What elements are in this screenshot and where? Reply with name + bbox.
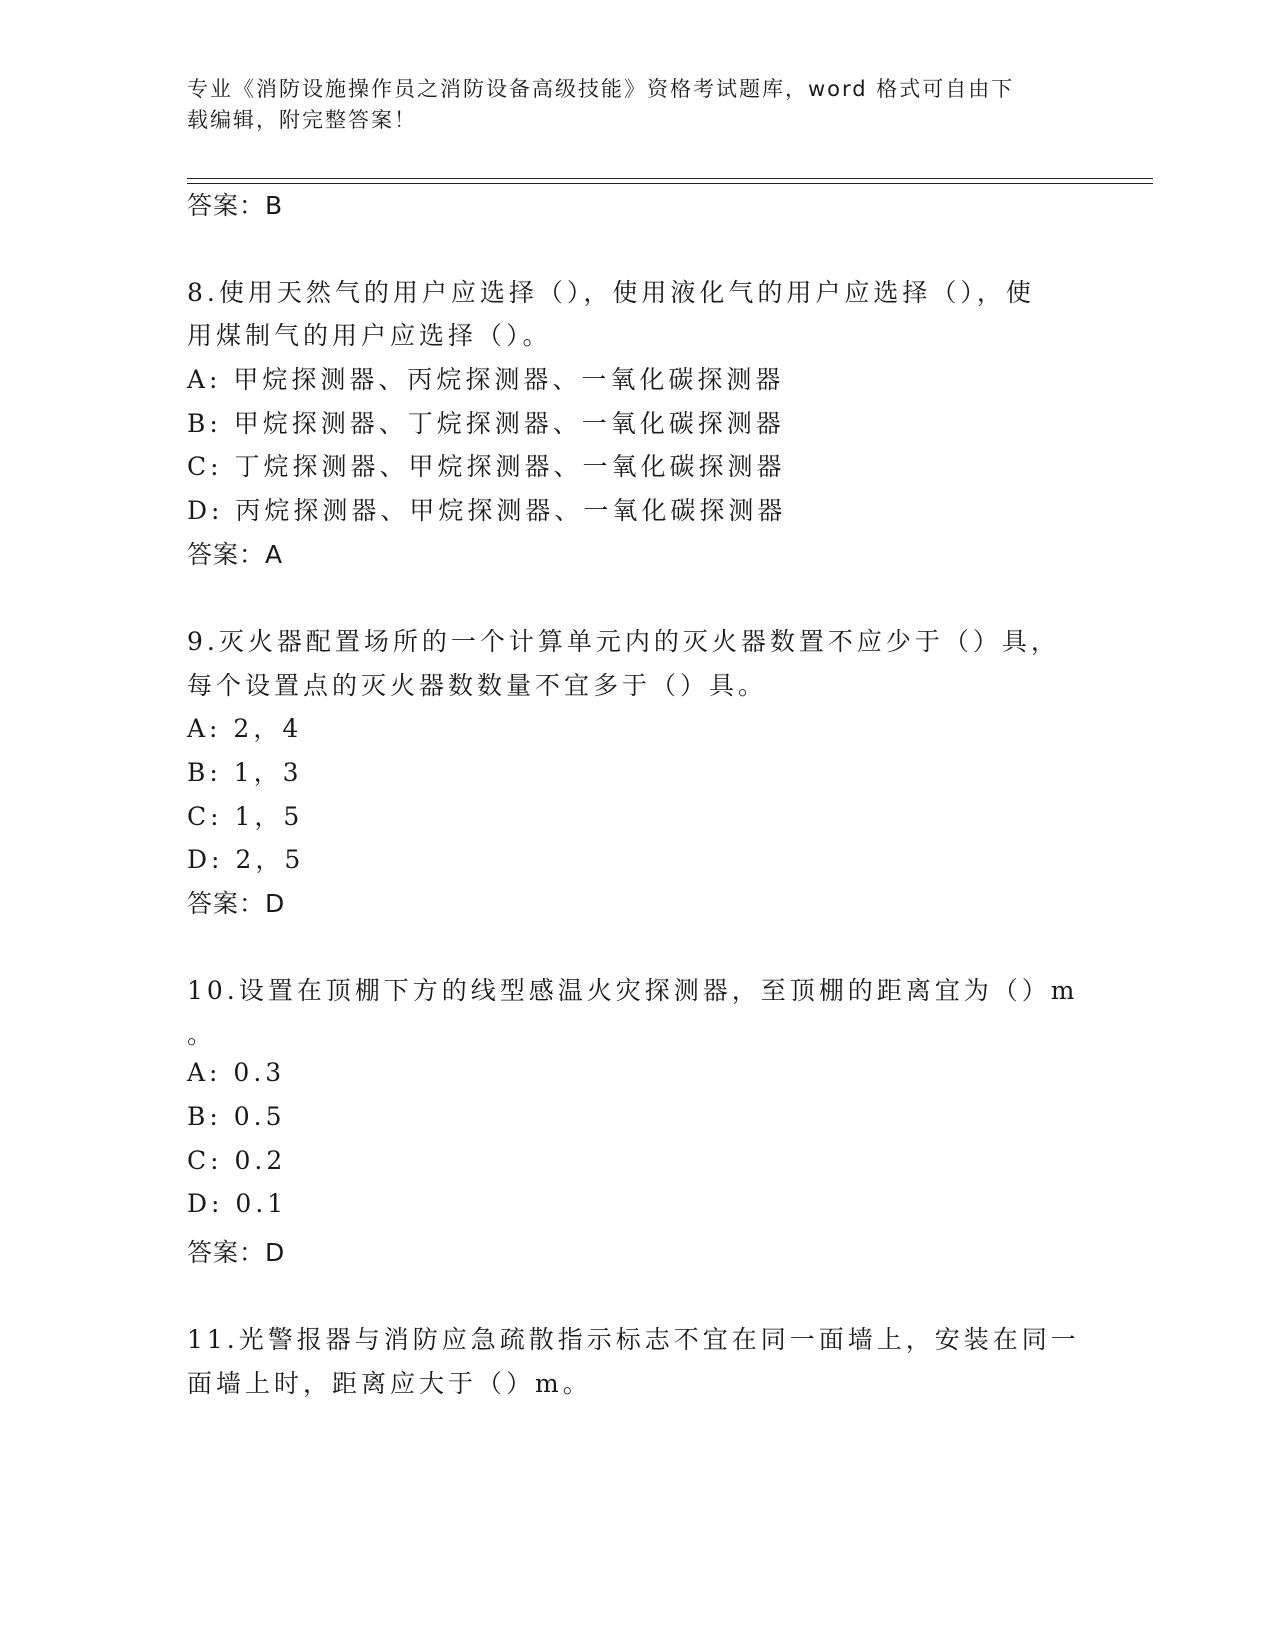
question-8-option-b: B: 甲烷探测器、丁烷探测器、一氧化碳探测器	[187, 409, 785, 438]
question-9-line-1: 9.灭火器配置场所的一个计算单元内的灭火器数置不应少于（）具，	[187, 627, 1060, 656]
header-line-1: 专业《消防设施操作员之消防设备高级技能》资格考试题库，word 格式可自由下	[187, 77, 1015, 101]
question-8-option-d: D: 丙烷探测器、甲烷探测器、一氧化碳探测器	[187, 496, 787, 525]
header-line-2: 载编辑，附完整答案！	[187, 108, 417, 132]
header-divider-bottom	[187, 183, 1153, 184]
question-8-option-c: C: 丁烷探测器、甲烷探测器、一氧化碳探测器	[187, 452, 786, 481]
question-8-line-2: 用煤制气的用户应选择（）。	[187, 321, 552, 350]
question-10-option-b: B: 0.5	[187, 1102, 286, 1131]
question-10-line-1: 10.设置在顶棚下方的线型感温火灾探测器，至顶棚的距离宜为（）m	[187, 976, 1079, 1005]
question-8-option-a: A: 甲烷探测器、丙烷探测器、一氧化碳探测器	[187, 365, 785, 394]
question-10-option-c: C: 0.2	[187, 1146, 287, 1175]
previous-answer: 答案：B	[187, 191, 284, 220]
question-8-answer: 答案：A	[187, 540, 284, 569]
question-8-line-1: 8.使用天然气的用户应选择（），使用液化气的用户应选择（），使	[187, 278, 1035, 307]
question-9-line-2: 每个设置点的灭火器数数量不宜多于（）具。	[187, 671, 768, 700]
question-11-line-1: 11.光警报器与消防应急疏散指示标志不宜在同一面墙上，安装在同一	[187, 1325, 1080, 1354]
question-9-option-c: C: 1，5	[187, 802, 304, 831]
question-10-answer: 答案：D	[187, 1238, 286, 1267]
question-9-answer: 答案：D	[187, 889, 286, 918]
question-10-option-d: D: 0.1	[187, 1189, 288, 1218]
question-11-line-2: 面墙上时，距离应大于（）m。	[187, 1369, 592, 1398]
question-9-option-d: D: 2，5	[187, 845, 305, 874]
question-10-line-2: 。	[187, 1020, 217, 1049]
question-10-option-a: A: 0.3	[187, 1058, 286, 1087]
question-9-option-a: A: 2，4	[187, 714, 303, 743]
question-9-option-b: B: 1，3	[187, 758, 303, 787]
header-divider-top	[187, 178, 1153, 179]
document-header	[187, 74, 1087, 136]
